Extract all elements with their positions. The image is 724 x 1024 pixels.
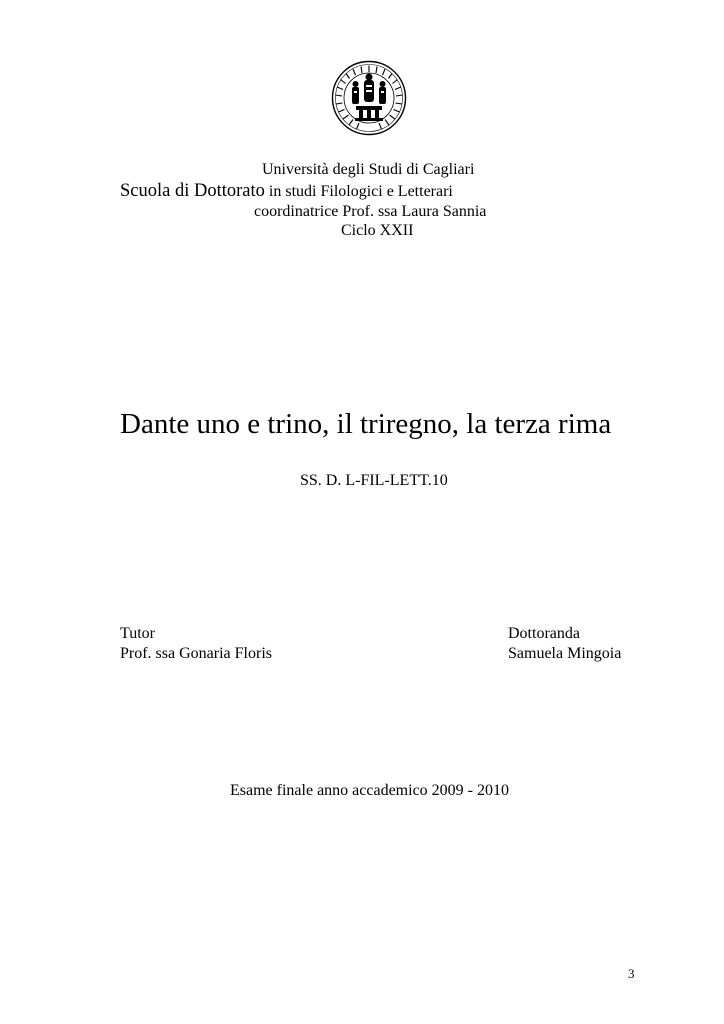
candidate-name: Samuela Mingoia [508, 645, 622, 662]
school-line [120, 182, 453, 201]
cycle-line: Ciclo XXII [341, 222, 414, 239]
candidate-label: Dottoranda [508, 625, 580, 642]
exam-line: Esame finale anno accademico 2009 - 2010 [230, 782, 509, 799]
thesis-title: Dante uno e trino, il triregno, la terza rima [120, 408, 612, 440]
coordinator-line: coordinatrice Prof. ssa Laura Sannia [254, 203, 487, 220]
tutor-label: Tutor [120, 625, 155, 642]
sector-code: SS. D. L-FIL-LETT.10 [300, 472, 448, 489]
tutor-name: Prof. ssa Gonaria Floris [120, 645, 272, 662]
page-number: 3 [628, 966, 635, 981]
school-prefix: Scuola di Dottorato [120, 181, 265, 201]
university-name: Università degli Studi di Cagliari [262, 161, 475, 178]
school-suffix: in studi Filologici e Letterari [268, 183, 453, 200]
university-seal-icon [331, 60, 407, 136]
